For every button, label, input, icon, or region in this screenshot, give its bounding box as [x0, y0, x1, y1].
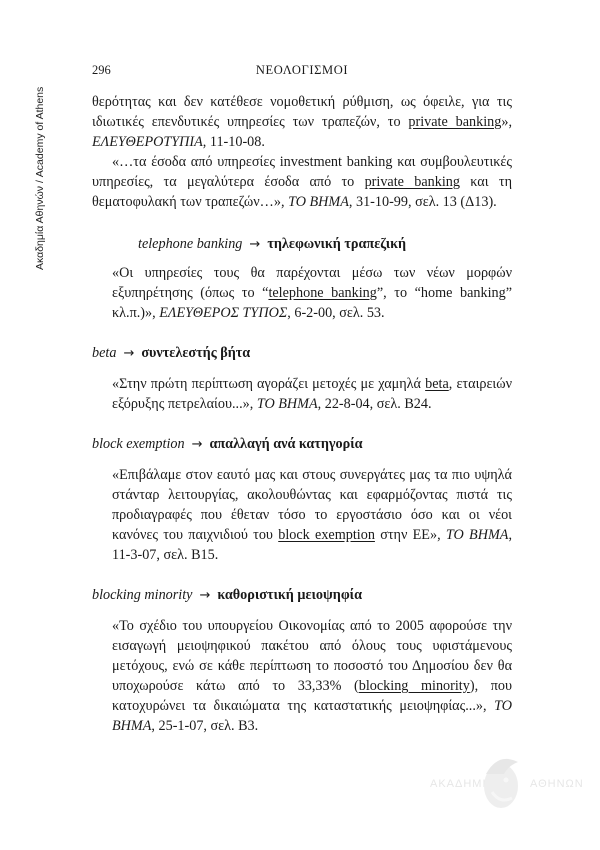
- entry-translation: συντελεστής βήτα: [141, 345, 251, 361]
- entry-quote-blocking-minority: «Το σχέδιο του υπουργείου Οικονομίας από το 2005 αφορούσε την εισαγωγή μειοψηφικού πακέτου από όλους τους υφιστάμενους μετόχους, ενώ σε κάθε περίπτωση το ποσοστό του Δημοσίου δεν θα υποχωρούσε κάτω από το 33,33% (blocking minority), που κατοχυρώνει τα δικαιώματα της καταστατικής μειοψηφίας...», ΤΟ ΒΗΜΑ, 25-1-07, σελ. Β3.: [112, 618, 512, 734]
- highlighted-term: block exemption: [278, 527, 375, 543]
- page-number: 296: [92, 63, 111, 77]
- academy-side-stamp: [22, 40, 46, 270]
- athena-head-icon: [478, 752, 524, 814]
- page-header: [92, 63, 512, 79]
- entry-quote-block-exemption: «Επιβάλαμε στον εαυτό μας και στους συνεργάτες μας τα πιο υψηλά στάνταρ λειτουργίας, ακολουθώντας και εφαρμόζοντας πιστά τις προδιαγραφές που έθεταν τόσο το εργοστάσιο όσο και οι νέοι κανόνες του παιχνιδιού του block exemption στην ΕΕ», ΤΟ ΒΗΜΑ, 11-3-07, σελ. Β15.: [112, 467, 512, 563]
- arrow-icon: →: [199, 588, 211, 603]
- side-stamp-text: Ακαδημία Αθηνών / Academy of Athens: [34, 86, 46, 270]
- dictionary-body: [92, 92, 512, 736]
- entry-term: block exemption: [92, 436, 185, 452]
- arrow-icon: →: [191, 437, 203, 452]
- entry-heading-blocking-minority: [92, 585, 512, 606]
- arrow-icon: →: [249, 237, 261, 252]
- highlighted-term: beta: [425, 376, 449, 392]
- academy-watermark: [430, 750, 584, 820]
- entry-term: blocking minority: [92, 587, 193, 603]
- source-name: ΤΟ ΒΗΜΑ: [112, 698, 512, 734]
- source-name: ΤΟ ΒΗΜΑ: [256, 396, 318, 412]
- watermark-left-text: ΑΚΑΔΗΜΙΑ: [430, 778, 495, 790]
- highlighted-term: private banking: [364, 174, 460, 190]
- entry-translation: καθοριστική μειοψηφία: [217, 587, 362, 603]
- entry-quote-beta: «Στην πρώτη περίπτωση αγοράζει μετοχές με χαμηλά beta, εταιρειών εξόρυξης πετρελαίου...», ΤΟ ΒΗΜΑ, 22-8-04, σελ. Β24.: [112, 376, 512, 412]
- entry-heading-telephone-banking: [92, 234, 512, 255]
- highlighted-term: private banking: [408, 114, 502, 130]
- quote-private-banking: «…τα έσοδα από υπηρεσίες investment banking και συμβουλευτικές υπηρεσίες, τα μεγαλύτερα έσοδα από το private banking και τη θεματοφυλακή των τραπεζών…», ΤΟ ΒΗΜΑ, 31-10-99, σελ. 13 (Δ13).: [92, 154, 512, 210]
- highlighted-term: blocking minority: [358, 678, 470, 694]
- continued-quote: θερότητας και δεν κατέθεσε νομοθετική ρύθμιση, ως όφειλε, για τις ιδιωτικές επενδυτικές υπηρεσίες των τραπεζών, το private banking», ΕΛΕΥΘΕΡΟΤΥΠΙΑ, 11-10-08.: [92, 94, 512, 150]
- watermark-right-text: ΑΘΗΝΩΝ: [530, 778, 584, 790]
- entry-translation: απαλλαγή ανά κατηγορία: [209, 436, 363, 452]
- entry-term: beta: [92, 345, 117, 361]
- source-name: ΤΟ ΒΗΜΑ: [445, 527, 509, 543]
- entry-heading-block-exemption: [92, 434, 512, 455]
- entry-term: telephone banking: [138, 236, 243, 252]
- source-name: ΕΛΕΥΘΕΡΟΣ ΤΥΠΟΣ: [159, 305, 288, 321]
- arrow-icon: →: [123, 346, 135, 361]
- source-name: ΕΛΕΥΘΕΡΟΤΥΠΙΑ: [92, 134, 203, 150]
- entry-translation: τηλεφωνική τραπεζική: [267, 236, 407, 252]
- source-name: ΤΟ ΒΗΜΑ: [288, 194, 349, 210]
- entry-quote-telephone-banking: «Οι υπηρεσίες τους θα παρέχονται μέσω των νέων μορφών εξυπηρέτησης (όπως το “telephone banking”, το “home banking” κλ.π.)», ΕΛΕΥΘΕΡΟΣ ΤΥΠΟΣ, 6-2-00, σελ. 53.: [112, 265, 512, 321]
- highlighted-term: telephone banking: [268, 285, 377, 301]
- entry-heading-beta: [92, 343, 512, 364]
- running-title: ΝΕΟΛΟΓΙΣΜΟΙ: [255, 63, 349, 77]
